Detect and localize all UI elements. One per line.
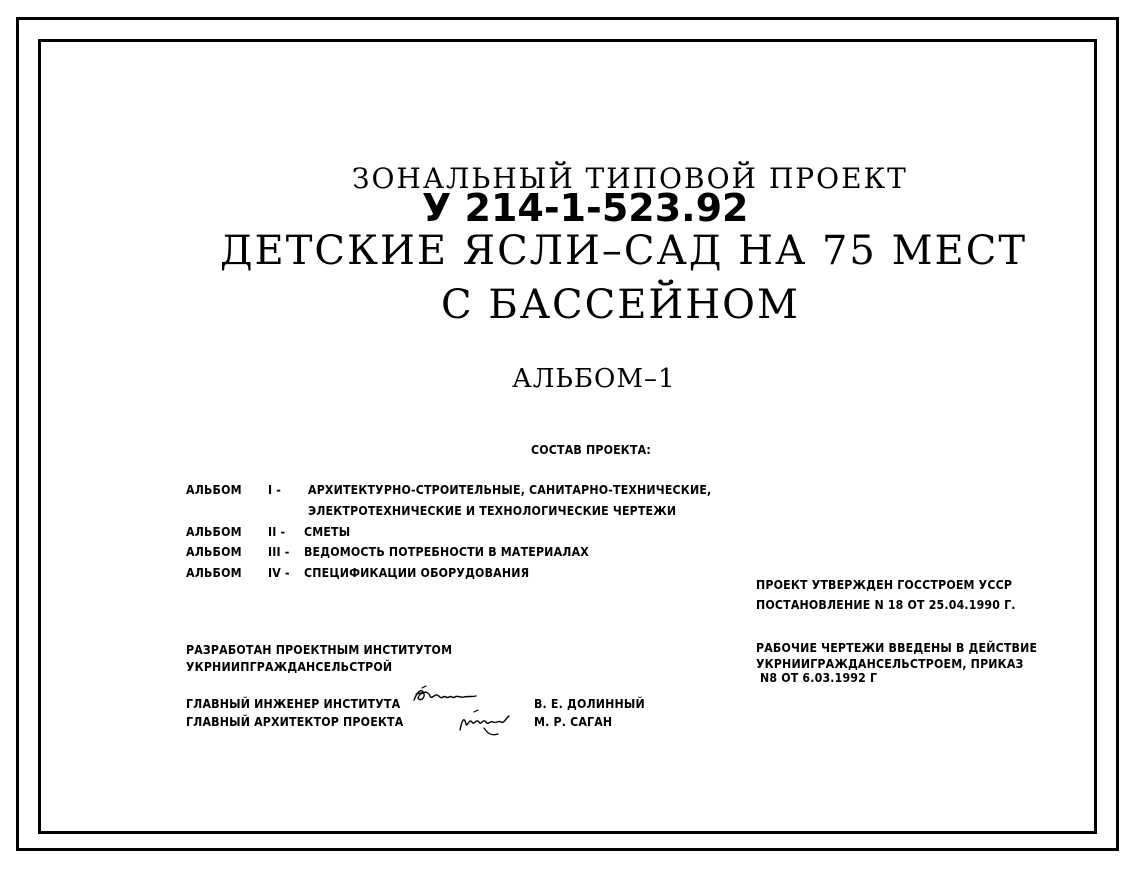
album-3-number: III - xyxy=(268,544,290,559)
signatory-2-role: ГЛАВНЫЙ АРХИТЕКТОР ПРОЕКТА xyxy=(186,714,404,729)
album-1-label: АЛЬБОМ xyxy=(186,482,242,497)
signature-chief-architect xyxy=(454,704,518,740)
album-2-number: II - xyxy=(268,524,286,539)
signatory-2-name: М. Р. САГАН xyxy=(534,714,613,729)
approval-line-1: ПРОЕКТ УТВЕРЖДЕН ГОССТРОЕМ УССР xyxy=(756,577,1013,592)
album-3-description: ВЕДОМОСТЬ ПОТРЕБНОСТИ В МАТЕРИАЛАХ xyxy=(304,544,589,559)
composition-title: СОСТАВ ПРОЕКТА: xyxy=(531,442,651,457)
album-4-description: СПЕЦИФИКАЦИИ ОБОРУДОВАНИЯ xyxy=(304,565,530,580)
album-1-description: АРХИТЕКТУРНО-СТРОИТЕЛЬНЫЕ, САНИТАРНО-ТЕХНИЧЕСКИЕ, xyxy=(308,482,712,497)
title-line-2: С БАССЕЙНОМ xyxy=(441,282,800,328)
enactment-line-2: УКРНИИГРАЖДАНСЕЛЬСТРОЕМ, ПРИКАЗ xyxy=(756,656,1024,671)
album-label: АЛЬБОМ–1 xyxy=(512,364,676,394)
developer-line-2: УКРНИИПГРАЖДАНСЕЛЬСТРОЙ xyxy=(186,659,393,674)
title-line-1: ДЕТСКИЕ ЯСЛИ–САД НА 75 МЕСТ xyxy=(220,228,1028,274)
approval-line-2: ПОСТАНОВЛЕНИЕ N 18 ОТ 25.04.1990 Г. xyxy=(756,597,1016,612)
album-1-number: I - xyxy=(268,482,282,497)
signatory-1-name: В. Е. ДОЛИННЫЙ xyxy=(534,696,645,711)
project-type: ЗОНАЛЬНЫЙ ТИПОВОЙ ПРОЕКТ xyxy=(352,162,908,195)
album-2-label: АЛЬБОМ xyxy=(186,524,242,539)
signatory-1-role: ГЛАВНЫЙ ИНЖЕНЕР ИНСТИТУТА xyxy=(186,696,401,711)
album-2-description: СМЕТЫ xyxy=(304,524,351,539)
enactment-line-3: N8 ОТ 6.03.1992 Г xyxy=(760,670,878,685)
album-4-number: IV - xyxy=(268,565,290,580)
album-1-continuation: ЭЛЕКТРОТЕХНИЧЕСКИЕ И ТЕХНОЛОГИЧЕСКИЕ ЧЕРТЕЖИ xyxy=(308,503,677,518)
developer-line-1: РАЗРАБОТАН ПРОЕКТНЫМ ИНСТИТУТОМ xyxy=(186,642,453,657)
enactment-line-1: РАБОЧИЕ ЧЕРТЕЖИ ВВЕДЕНЫ В ДЕЙСТВИЕ xyxy=(756,640,1038,655)
album-3-label: АЛЬБОМ xyxy=(186,544,242,559)
project-code: У 214-1-523.92 xyxy=(422,186,749,230)
album-4-label: АЛЬБОМ xyxy=(186,565,242,580)
